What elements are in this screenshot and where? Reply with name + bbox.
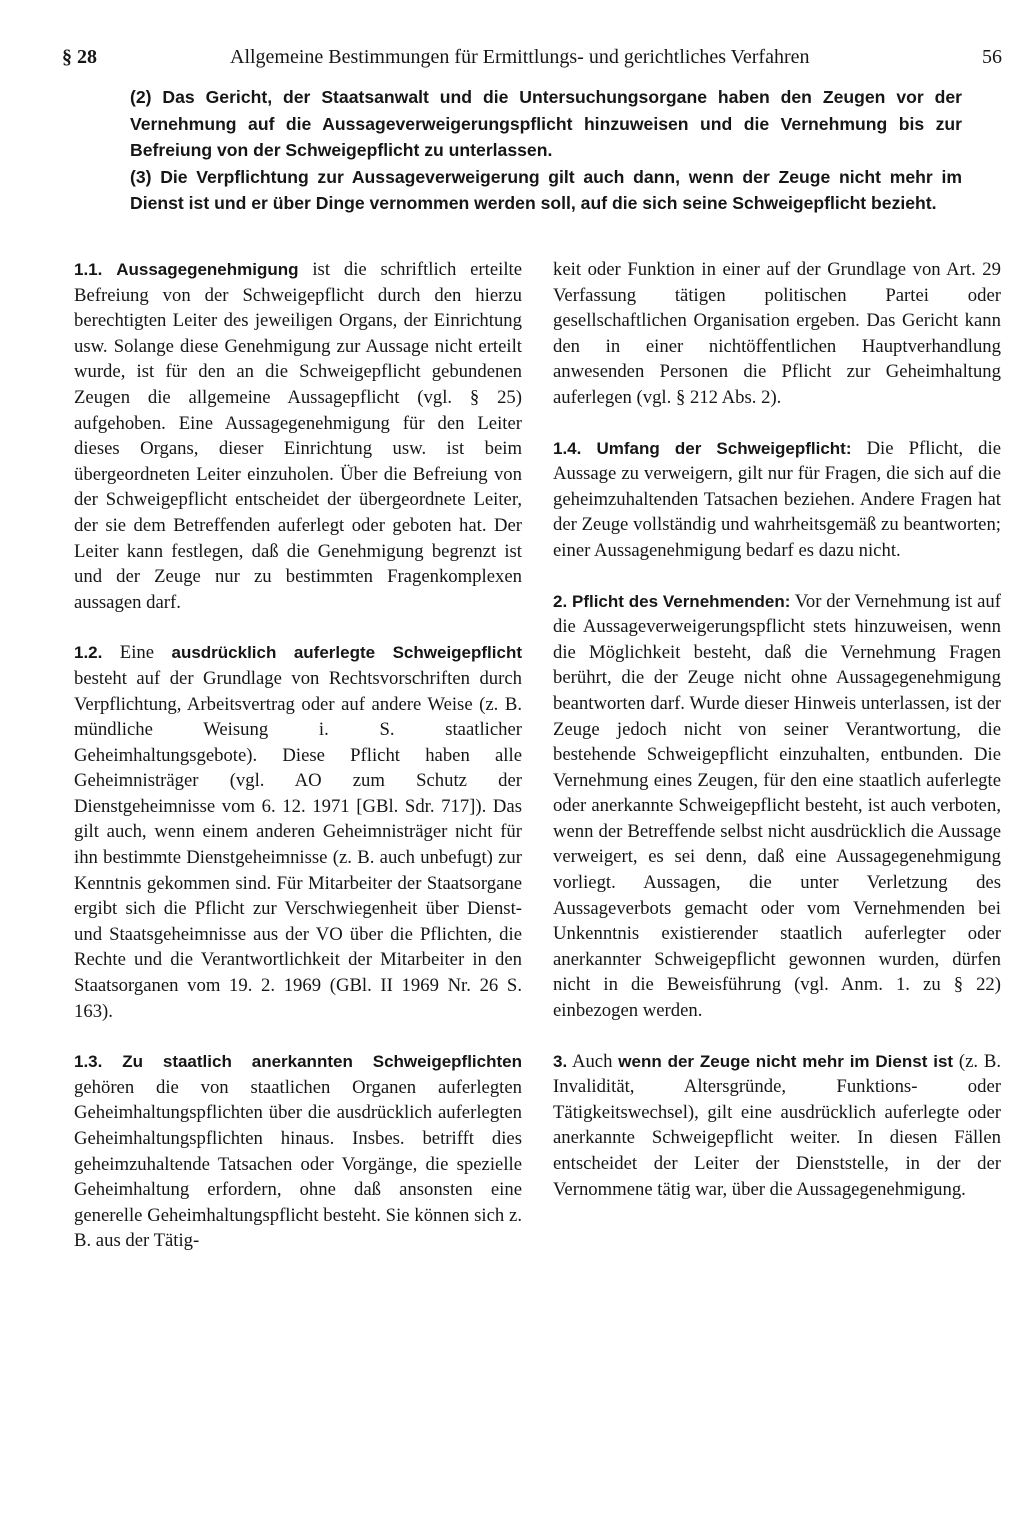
note-heading: ausdrücklich auferlegte Schweigepflicht xyxy=(171,643,522,663)
statute-paragraph-3: (3) Die Verpflichtung zur Aussageverweigerung gilt auch dann, wenn der Zeuge nicht mehr im Dienst ist und er über Dinge vernommen werden soll, auf die sich seine Schweigepflicht bezieht. xyxy=(130,166,962,213)
commentary-left-column xyxy=(74,257,522,1279)
note-1-2 xyxy=(74,640,522,1024)
statute-paragraph-2: (2) Das Gericht, der Staatsanwalt und die Untersuchungsorgane haben den Zeugen vor der Vernehmung auf die Aussageverweigerungspflicht hinzuweisen und die Vernehmung bis zur Befreiung von der Schweigepflicht zu unterlassen. xyxy=(130,87,962,160)
note-body: gehören die von staatlichen Organen auferlegten Geheimhaltungspflichten über die ausdrücklich auferlegten Geheimhaltungspflichten hinaus. Insbes. betrifft dies geheimzuhaltende Tatsachen oder Vorgänge, die spezielle Geheimhaltung erfordern, ohne daß ansonsten eine generelle Geheimhaltungspflicht besteht. Sie können sich z. B. aus der Tätig- xyxy=(74,1076,522,1252)
note-3 xyxy=(553,1049,1001,1203)
note-heading: wenn der Zeuge nicht mehr im Dienst ist xyxy=(618,1051,954,1071)
page-number: 56 xyxy=(982,46,1002,68)
note-body: besteht auf der Grundlage von Rechtsvorschriften durch Verpflichtung, Arbeitsvertrag oder auf andere Weise (z. B. mündliche Weisung i. S. staatlicher Geheimhaltungsgebote). Diese Pflicht haben alle Geheimnisträger (vgl. AO zum Schutz der Dienstgeheimnisse vom 6. 12. 1971 [GBl. Sdr. 717]). Das gilt auch, wenn einem anderen Geheimnisträger nicht für ihn bestimmte Dienstgeheimnisse (z. B. auch unbefugt) zur Kenntnis gekommen sind. Für Mitarbeiter der Staatsorgane ergibt sich die Pflicht zur Verschwiegenheit über Dienst- und Staatsgeheimnisse aus der VO über die Pflichten, die Rechte und die Verantwortlichkeit der Mitarbeiter in den Staatsorganen vom 19. 2. 1969 (GBl. II 1969 Nr. 26 S. 163). xyxy=(74,667,522,1022)
note-1-3 xyxy=(74,1049,522,1254)
note-number: 3. xyxy=(553,1051,568,1071)
note-body: ist die schriftlich erteilte Befreiung von der Schweigepflicht durch den hierzu berechtigten Leiter des jeweiligen Organs, der Einrichtung usw. Solange diese Genehmigung zur Aussage nicht erteilt wurde, ist für den an die Schweigepflicht gebundenen Zeugen die allgemeine Aussagepflicht (vgl. § 25) aufgehoben. Eine Aussagegenehmigung für den Leiter dieses Organs, dieser Einrichtung usw. ist beim übergeordneten Leiter einzuholen. Über die Befreiung von der Schweigepflicht entscheidet der übergeordnete Leiter, der sie dem Betreffenden auferlegt oder geboten hat. Der Leiter kann festlegen, daß die Genehmigung begrenzt ist und der Zeuge nur zu bestimmten Fragenkomplexen aussagen darf. xyxy=(74,259,523,613)
note-body: Die Pflicht, die Aussage zu verweigern, gilt nur für Fragen, die sich auf die geheimzuhaltenden Tatsachen beziehen. Andere Fragen hat der Zeuge vollständig und wahrheitsgemäß zu beantworten; einer Aussagenehmigung bedarf es dazu nicht. xyxy=(553,437,1001,561)
note-1-4 xyxy=(553,436,1001,564)
section-symbol: § 28 xyxy=(62,46,97,68)
commentary-right-column xyxy=(553,257,1001,1227)
note-1-1 xyxy=(74,257,522,615)
statute-text xyxy=(130,84,962,217)
note-prefix: Eine xyxy=(119,642,155,664)
note-1-3-continued: keit oder Funktion in einer auf der Grundlage von Art. 29 Verfassung tätigen politischen Partei oder gesellschaftlichen Organisation ergeben. Das Gericht kann den in einer nichtöffentlichen Hauptverhandlung anwesenden Personen die Pflicht zur Geheimhaltung auferlegen (vgl. § 212 Abs. 2). xyxy=(553,259,1001,408)
note-heading: 1.4. Umfang der Schweigepflicht: xyxy=(553,438,852,458)
note-body: Vor der Vernehmung ist auf die Aussageverweigerungspflicht stets hinzuweisen, wenn die Möglichkeit besteht, daß die Vernehmung Fragen berührt, die der Zeuge nicht ohne Aussagegenehmigung beantworten darf. Wurde dieser Hinweis unterlassen, ist der Zeuge jedoch nicht von seiner Verantwortung, die bestehende Schweigepflicht einzuhalten, entbunden. Die Vernehmung eines Zeugen, für den eine staatlich auferlegte oder anerkannte Schweigepflicht besteht, ist auch verboten, wenn der Betreffende selbst nicht ausdrücklich die Aussage verweigert, es sei denn, daß eine Aussagegenehmigung vorliegt. Aussagen, die unter Verletzung des Aussageverbots gemacht oder vom Vernehmenden bei Unkenntnis existierender staatlich auferlegter oder anerkannter Schweigepflicht gewonnen wurden, dürfen nicht in die Beweisführung (vgl. Anm. 1. zu § 22) einbezogen werden. xyxy=(553,590,1001,1022)
page-header xyxy=(62,40,1002,74)
note-2 xyxy=(553,589,1001,1024)
note-prefix: Auch xyxy=(571,1050,613,1072)
note-heading: Aussagegenehmigung xyxy=(116,260,299,279)
running-title: Allgemeine Bestimmungen für Ermittlungs- und gerichtliches Verfahren xyxy=(230,46,810,68)
note-body: (z. B. Invalidität, Altersgründe, Funktions- oder Tätigkeitswechsel), gilt eine ausdrücklich auferlegte oder anerkannte Schweigepflicht weiter. In diesen Fällen entscheidet der Leiter der Dienststelle, in der der Vernommene tätig war, über die Aussagegenehmigung. xyxy=(553,1050,1002,1200)
note-heading: 2. Pflicht des Vernehmenden: xyxy=(553,591,791,611)
note-number: 1.3. xyxy=(74,1052,103,1072)
note-heading: staatlich anerkannten Schweigepflichten xyxy=(162,1052,522,1072)
note-number: 1.2. xyxy=(74,643,103,663)
note-number: 1.1. xyxy=(74,260,103,279)
note-prefix: Zu xyxy=(122,1052,143,1072)
